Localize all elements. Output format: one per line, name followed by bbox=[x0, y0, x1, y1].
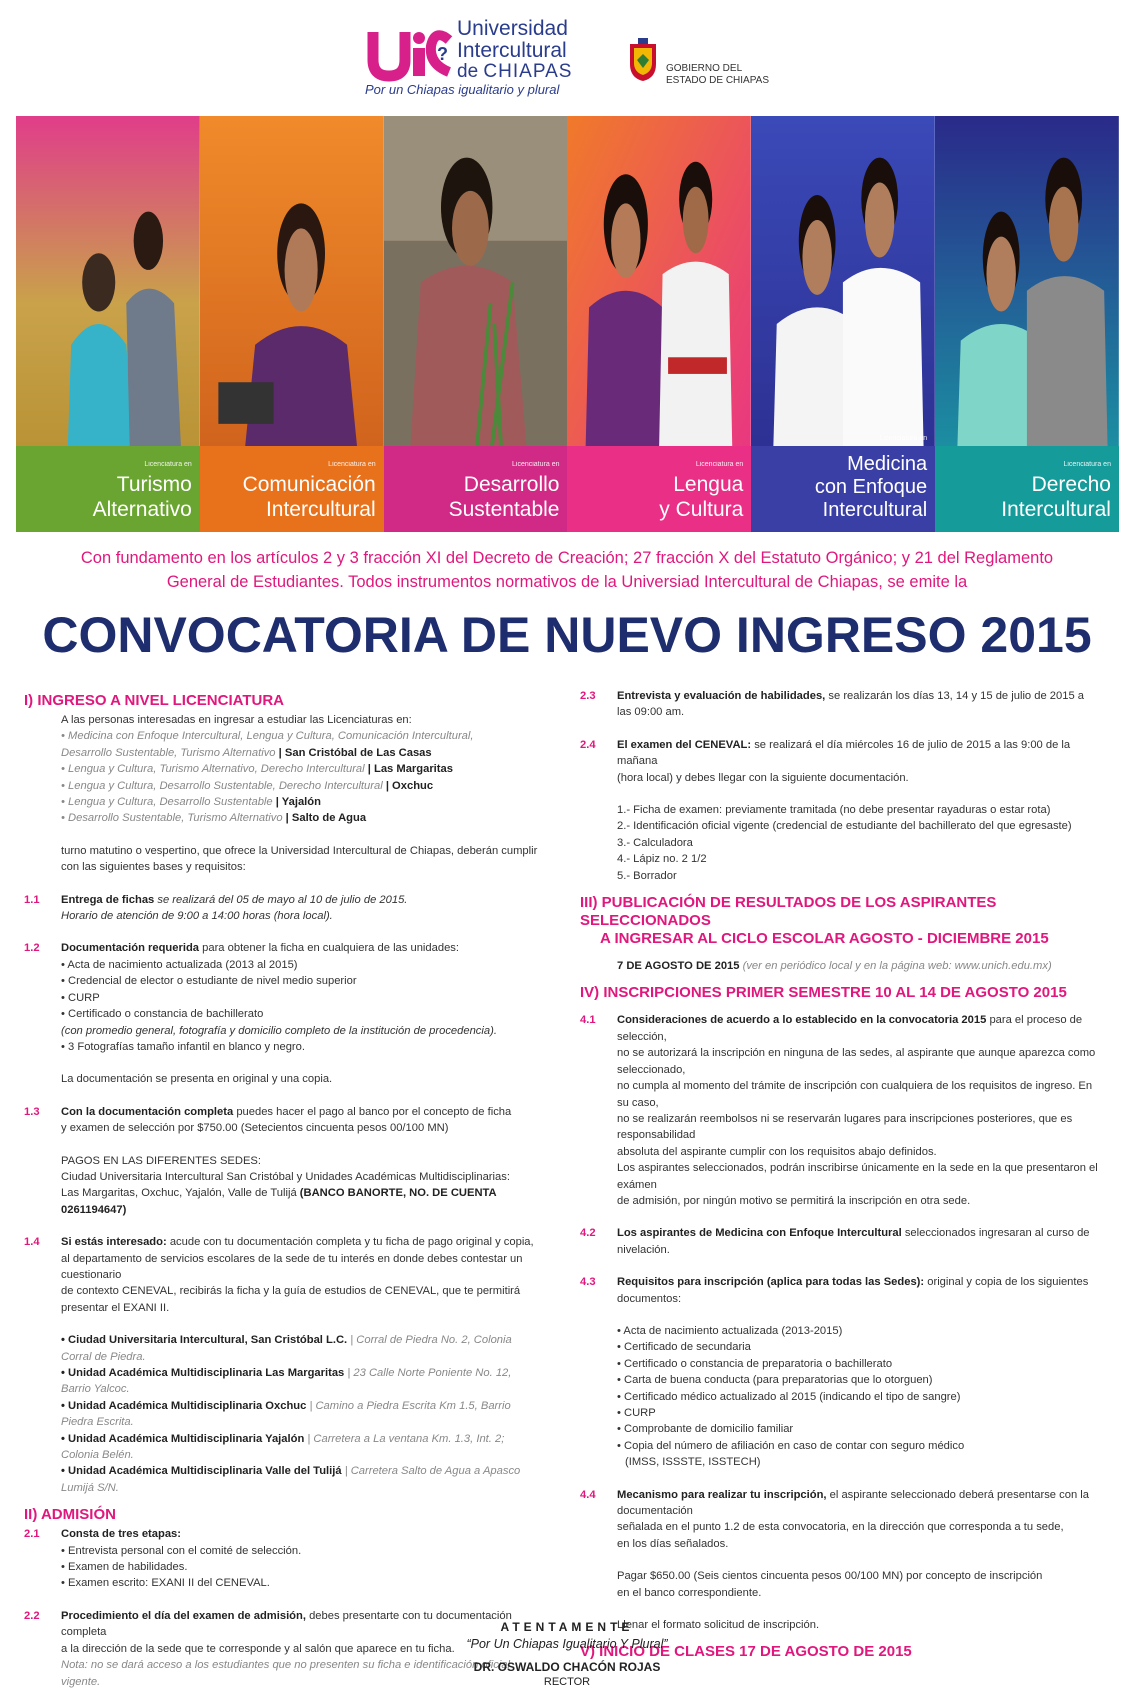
item-4-4: 4.4 Mecanismo para realizar tu inscripción, el aspirante seleccionado deberá presentarse con la documentación señalada en el punto 1.2 de esta convocatoria, en la dirección que corresponda a tu sede, en los días señalados. Pagar $650.00 (Seis cientos cincuenta pesos 00/100 MN) por concepto de inscripción en el banco correspondiente. Llenar el formato solicitud de inscripción. bbox=[580, 1488, 1089, 1632]
item-2-4: 2.4 El examen del CENEVAL: se realizará el día miércoles 16 de julio de 2015 a las 9:00 de la mañana (hora local) y debes llegar con la siguiente documentación. 1.- Ficha de examen: previamente tramitada (no debe presentar rayaduras o estar rota) 2.- Identificación oficial vigente (credencial de estudiante del bachillerato del que egresaste) 3.- Calculadora 4.- Lápiz no. 2 1/2 5.- Borrador bbox=[580, 738, 1072, 882]
program-panel-comunicacion bbox=[200, 116, 384, 532]
logo-line-3: de CHIAPAS bbox=[457, 61, 573, 82]
program-title-comunicacion: Comunicación Intercultural bbox=[242, 473, 376, 521]
section-1-title: I) INGRESO A NIVEL LICENCIATURA bbox=[24, 692, 285, 709]
program-title-medicina: Medicina con Enfoque Intercultural bbox=[814, 453, 928, 521]
right-column bbox=[580, 688, 1100, 1663]
program-panel-lengua bbox=[567, 116, 751, 532]
left-column bbox=[24, 690, 544, 1690]
program-title-turismo: Turismo Alternativo bbox=[92, 473, 192, 521]
item-2-2: 2.2 Procedimiento el día del examen de admisión, debes presentarte con tu documentación completa a la dirección de la sede que te corresponde y al salón que aparece en tu ficha. Nota: no se dará acceso a los estudiantes que no presenten su ficha e identificación oficial vigente. bbox=[24, 1609, 512, 1688]
program-title-derecho: Derecho Intercultural bbox=[1001, 473, 1111, 521]
gob-line-1: GOBIERNO DEL bbox=[666, 63, 743, 74]
unich-logo-text bbox=[457, 18, 572, 81]
logo-tagline: Por un Chiapas igualitario y plural bbox=[365, 82, 560, 97]
gob-line-2: ESTADO DE CHIAPAS bbox=[666, 75, 769, 86]
intro-paragraph bbox=[20, 546, 1114, 594]
chiapas-shield-icon bbox=[628, 38, 658, 82]
item-4-3: 4.3 Requisitos para inscripción (aplica para todas las Sedes): original y copia de los siguientes documentos: • Acta de nacimiento actualizada (2013-2015) • Certificado de secundaria • Certificado o constancia de preparatoria o bachillerato • Carta de buena conducta (para preparatorias que lo otorguen) • Certificado médico actualizado al 2015 (indicando el tipo de sangre) • CURP • Comprobante de domicilio familiar • Copia del número de afiliación en caso de contar con seguro médico (IMSS, ISSSTE, ISSTECH) bbox=[580, 1276, 1089, 1469]
signer-name: DR. OSWALDO CHACÓN ROJAS bbox=[473, 1660, 661, 1674]
signature-block bbox=[0, 1620, 1134, 1688]
intro-line-1: Con fundamento en los artículos 2 y 3 fracción XI del Decreto de Creación; 27 fracción X del Estatuto Orgánico; y 21 del Reglamento bbox=[80, 549, 1054, 567]
gobierno-logo bbox=[628, 38, 788, 88]
item-2-3: 2.3 Entrevista y evaluación de habilidades, se realizarán los días 13, 14 y 15 de julio de 2015 a las 09:00 am. bbox=[580, 690, 1085, 719]
programs-banner bbox=[16, 116, 1119, 532]
section-5-title: V) INICIO DE CLASES 17 DE AGOSTO DE 2015 bbox=[580, 1643, 912, 1661]
program-panel-desarrollo bbox=[384, 116, 568, 532]
logo-line-2: Intercultural bbox=[457, 39, 567, 62]
motto: “Por Un Chiapas Igualitario Y Plural” bbox=[466, 1637, 668, 1651]
item-4-1: 4.1 Consideraciones de acuerdo a lo establecido en la convocatoria 2015 para el proceso de selección, no se autorizará la inscripción en ninguna de las sedes, al aspirante que aunque aparezca como seleccionado, no cumpla al momento del trámite de inscripción con cualquiera de los requisitos de ingreso. En su caso, no se realizarán reembolsos ni se reservarán lugares para inscripciones posteriores, que es responsabilidad absoluta del aspirante cumplir con los requisitos abajo definidos. Los aspirantes seleccionados, podrán inscribirse únicamente en la sede en la que presentaron el exámen de admisión, por ningún motivo se permitirá la inscripción en otra sede. bbox=[580, 1014, 1098, 1207]
licenciatura-label: Licenciatura en bbox=[512, 461, 560, 468]
section-3-title: III) PUBLICACIÓN DE RESULTADOS DE LOS ASPIRANTES SELECCIONADOS A INGRESAR AL CICLO ESCOLAR AGOSTO - DICIEMBRE 2015 bbox=[580, 894, 1049, 948]
licenciatura-label: Licenciatura en bbox=[879, 435, 928, 442]
atentamente: ATENTAMENTE bbox=[500, 1620, 634, 1634]
page-title: CONVOCATORIA DE NUEVO INGRESO 2015 bbox=[42, 607, 1092, 663]
item-1-3: 1.3 Con la documentación completa puedes hacer el pago al banco por el concepto de ficha y examen de selección por $750.00 (Setecientos cincuenta pesos 00/100 MN) PAGOS EN LAS DIFERENTES SEDES: Ciudad Universitaria Intercultural San Cristóbal y Unidades Académicas Multidisciplinarias: Las Margaritas, Oxchuc, Yajalón, Valle de Tulijá (BANCO BANORTE, NO. DE CUENTA 0261194647) bbox=[24, 1105, 512, 1216]
intro-line-2: General de Estudiantes. Todos instrumentos normativos de la Universiad Intercultural de Chiapas, se emite la bbox=[166, 573, 968, 591]
gobierno-text bbox=[666, 63, 769, 87]
section-4-title: IV) INSCRIPCIONES PRIMER SEMESTRE 10 AL 14 DE AGOSTO 2015 bbox=[580, 984, 1067, 1002]
program-title-lengua: Lengua y Cultura bbox=[659, 473, 744, 521]
item-1-4: 1.4 Si estás interesado: acude con tu documentación completa y tu ficha de pago original y copia, al departamento de servicios escolares de la sede de tu interés en donde debes contestar un cuestionario de contexto CENEVAL, recibirás la ficha y la guía de estudios de CENEVAL, que te permitirá presentar el EXANI II. • Ciudad Universitaria Intercultural, San Cristóbal L.C. | Corral de Piedra No. 2, Colonia Corral de Piedra. • Unidad Académica Multidisciplinaria Las Margaritas | 23 Calle Norte Poniente No. 12, Barrio Yalcoc. • Unidad Académica Multidisciplinaria Oxchuc | Camino a Piedra Escrita Km 1.5, Barrio Piedra Escrita. • Unidad Académica Multidisciplinaria Yajalón | Carretera a La ventana Km. 1.3, Int. 2; Colonia Belén. • Unidad Académica Multidisciplinaria Valle del Tulijá | Carretera Salto de Agua a Apasco Lumijá S/N. bbox=[24, 1236, 534, 1494]
program-title-desarrollo: Desarrollo Sustentable bbox=[448, 473, 560, 521]
unich-logo bbox=[365, 16, 595, 102]
item-1-2: 1.2 Documentación requerida para obtener la ficha en cualquiera de las unidades: • Acta de nacimiento actualizada (2013 al 2015) • Credencial de elector o estudiante de nivel medio superior • CURP • Certificado o constancia de bachillerato (con promedio general, fotografía y domicilio completo de la institución de procedencia). • 3 Fotografías tamaño infantil en blanco y negro. La documentación se presenta en original y una copia. bbox=[24, 942, 497, 1086]
svg-text:?: ? bbox=[437, 44, 448, 64]
licenciatura-label: Licenciatura en bbox=[144, 461, 192, 468]
item-2-1: 2.1 Consta de tres etapas: • Entrevista personal con el comité de selección. • Examen de habilidades. • Examen escrito: EXANI II del CENEVAL. bbox=[24, 1528, 302, 1590]
item-1-1: 1.1 Entrega de fichas se realizará del 05 de mayo al 10 de julio de 2015. Horario de atención de 9:00 a 14:00 horas (hora local). bbox=[24, 893, 408, 923]
section-1-intro: A las personas interesadas en ingresar a estudiar las Licenciaturas en: • Medicina con Enfoque Intercultural, Lengua y Cultura, Comunicación Intercultural, Desarrollo Sustentable, Turismo Alternativo | San Cristóbal de Las Casas • Lengua y Cultura, Turismo Alternativo, Derecho Intercultural | Las Margaritas • Lengua y Cultura, Desarrollo Sustentable, Derecho Intercultural | Oxchuc • Lengua y Cultura, Desarrollo Sustentable | Yajalón • Desarrollo Sustentable, Turismo Alternativo | Salto de Agua turno matutino o vespertino, que ofrece la Universidad Intercultural de Chiapas, deberán cumplir con las siguientes bases y requisitos: bbox=[61, 714, 538, 874]
section-3-date: 7 DE AGOSTO DE 2015 (ver en periódico local y en la página web: www.unich.edu.mx) bbox=[617, 960, 1052, 973]
signer-role: RECTOR bbox=[543, 1676, 591, 1688]
unich-logo-mark-icon bbox=[365, 18, 455, 88]
program-panel-derecho bbox=[935, 116, 1119, 532]
licenciatura-label: Licenciatura en bbox=[328, 461, 376, 468]
licenciatura-label: Licenciatura en bbox=[695, 461, 744, 468]
header bbox=[0, 0, 1134, 110]
program-panel-turismo bbox=[16, 116, 200, 532]
item-4-2: 4.2 Los aspirantes de Medicina con Enfoque Intercultural seleccionados ingresaran al curso de nivelación. bbox=[580, 1227, 1090, 1256]
logo-line-1: Universidad bbox=[457, 17, 568, 40]
program-panel-medicina bbox=[751, 116, 935, 532]
section-2-title: II) ADMISIÓN bbox=[24, 1506, 116, 1524]
licenciatura-label: Licenciatura en bbox=[1063, 461, 1111, 468]
